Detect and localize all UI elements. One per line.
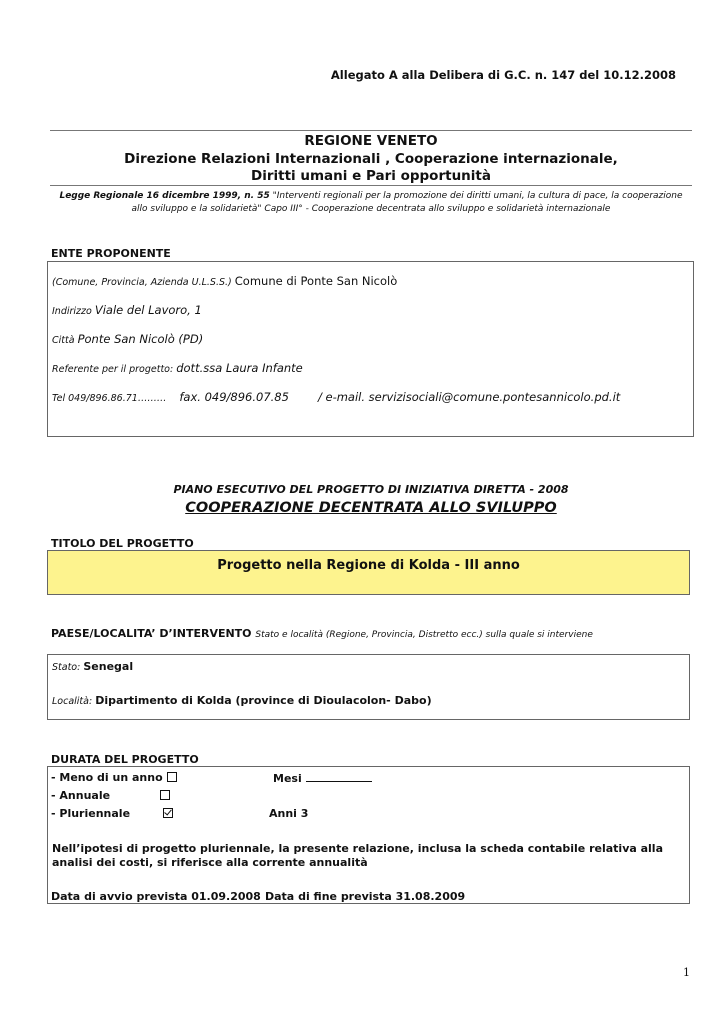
ente-box — [47, 261, 694, 437]
pluriennale-label: - Pluriennale — [51, 807, 131, 820]
paese-box — [47, 654, 690, 720]
titolo-value: Progetto nella Regione di Kolda - III anno — [217, 558, 520, 573]
direzione-title: Direzione Relazioni Internazionali , Cooperazione internazionale, — [124, 151, 618, 167]
comune-label: (Comune, Provincia, Azienda U.L.S.S.) — [52, 277, 232, 288]
stato-value: Senegal — [83, 660, 134, 673]
region-title: REGIONE VENETO — [304, 133, 438, 149]
meno-label: - Meno di un anno — [51, 771, 163, 784]
mesi-row — [273, 771, 372, 785]
comune-row — [52, 274, 397, 288]
stato-row — [52, 660, 133, 673]
data-avvio: Data di avvio prevista 01.09.2008 — [51, 890, 261, 903]
pluriennale-checkbox-wrap — [163, 807, 173, 820]
pluriennale-checkbox[interactable] — [163, 808, 173, 818]
citta-label: Città — [52, 335, 75, 346]
diritti-title: Diritti umani e Pari opportunità — [251, 168, 491, 184]
titolo-section-title: TITOLO DEL PROGETTO — [51, 537, 194, 550]
paese-hint: Stato e località (Regione, Provincia, Distretto ecc.) sulla quale si interviene — [255, 630, 593, 640]
pluriennale-note: Nell’ipotesi di progetto pluriennale, la presente relazione, inclusa la scheda contabile relativa alla analisi dei costi, si riferisce alla corrente annualità — [52, 842, 663, 869]
annuale-checkbox[interactable] — [160, 790, 170, 800]
data-fine: Data di fine prevista 31.08.2009 — [265, 890, 466, 903]
legge-text: "Interventi regionali per la promozione dei diritti umani, la cultura di pace, la cooperazione allo sviluppo e la solidarietà" Capo III° - Cooperazione decentrata allo sviluppo e solidarietà internazionale — [131, 191, 683, 214]
legge-reference — [58, 190, 684, 215]
indirizzo-value: Viale del Lavoro, 1 — [94, 303, 202, 317]
referente-label: Referente per il progetto: — [52, 364, 174, 375]
tel-value: Tel 049/896.86.71……… — [52, 393, 167, 404]
meno-checkbox[interactable] — [167, 772, 177, 782]
referente-row — [52, 361, 303, 375]
legge-title: Legge Regionale 16 dicembre 1999, n. 55 — [59, 191, 270, 201]
piano-title: PIANO ESECUTIVO DEL PROGETTO DI INIZIATIVA DIRETTA - 2008 — [173, 483, 569, 496]
paese-label: PAESE/LOCALITA’ D’INTERVENTO — [51, 627, 252, 640]
titolo-box — [47, 550, 690, 595]
localita-value: Dipartimento di Kolda (province di Dioulacolon- Dabo) — [95, 694, 432, 707]
cooperazione-title: COOPERAZIONE DECENTRATA ALLO SVILUPPO — [185, 500, 557, 516]
allegato-header: Allegato A alla Delibera di G.C. n. 147 del 10.12.2008 — [330, 68, 676, 82]
ente-section-title: ENTE PROPONENTE — [51, 247, 171, 260]
durata-section-title: DURATA DEL PROGETTO — [51, 753, 199, 766]
citta-row — [52, 332, 203, 346]
referente-value: dott.ssa Laura Infante — [176, 361, 303, 375]
top-divider — [50, 130, 692, 131]
mesi-blank — [306, 771, 372, 782]
comune-value: Comune di Ponte San Nicolò — [234, 274, 398, 288]
mesi-label: Mesi — [273, 772, 302, 785]
indirizzo-row — [52, 303, 202, 317]
paese-section-title — [51, 627, 593, 640]
annuale-checkbox-wrap — [160, 789, 170, 802]
contact-row — [52, 390, 620, 404]
localita-label: Località: — [52, 696, 93, 707]
durata-box — [47, 766, 690, 904]
page-number: 1 — [683, 966, 690, 979]
indirizzo-label: Indirizzo — [52, 306, 92, 317]
stato-label: Stato: — [52, 662, 81, 673]
fax-value: fax. 049/896.07.85 — [179, 390, 289, 404]
citta-value: Ponte San Nicolò (PD) — [77, 332, 204, 346]
email-value: / e-mail. servizisociali@comune.pontesannicolo.pd.it — [317, 390, 621, 404]
mid-divider — [50, 185, 692, 186]
anni-value: Anni 3 — [269, 807, 309, 820]
annuale-label: - Annuale — [51, 789, 111, 802]
localita-row — [52, 694, 432, 707]
meno-row — [51, 771, 177, 784]
